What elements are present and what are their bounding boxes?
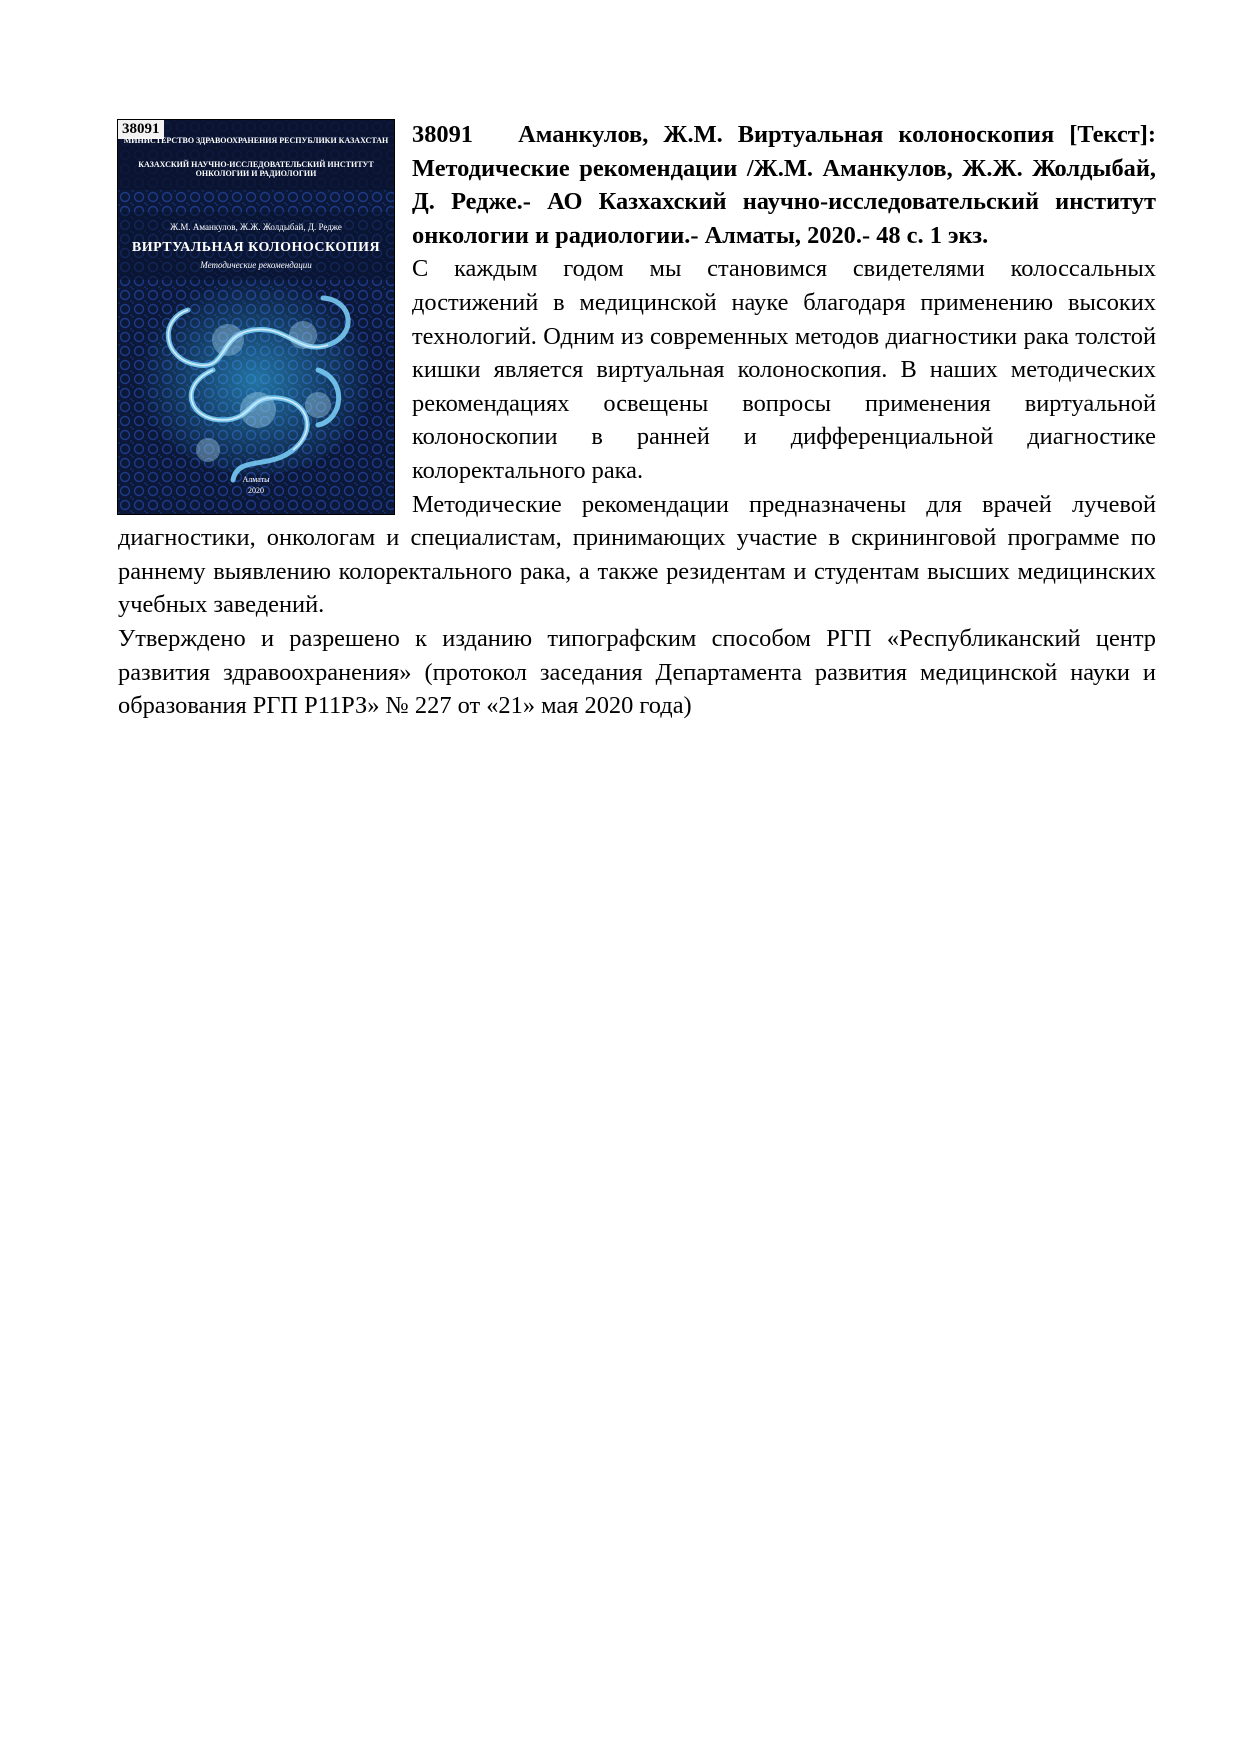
cover-title: ВИРТУАЛЬНАЯ КОЛОНОСКОПИЯ [131,240,381,255]
book-cover-image [118,120,394,514]
cover-inventory-number: 38091 [118,120,164,139]
entry-heading: Аманкулов, Ж.М. Виртуальная колоноскопия [Текст]: Методические рекомендации /Ж.М. Аманкулов, Ж.Ж. Жолдыбай, Д. Редже.- АО Казхахский научно-исследовательский институт онкологии и радиологии.- Алматы, 2020.- 48 с. 1 экз. [412,121,1156,249]
abstract-paragraph: С каждым годом мы становимся свидетелями колоссальных достижений в медицинской науке благодаря применению высоких технологий. Одним из современных методов диагностики рака толстой кишки является виртуальная колоноскопия. В наших методических рекомендациях освещены вопросы применения виртуальной колоноскопии в ранней и дифференциальной диагностике колоректального рака. [412,255,1156,484]
cover-institute: КАЗАХСКИЙ НАУЧНО-ИССЛЕДОВАТЕЛЬСКИЙ ИНСТИТУТ ОНКОЛОГИИ И РАДИОЛОГИИ [138,160,374,178]
cover-year: 2020 [248,486,264,495]
cover-ministry: МИНИСТЕРСТВО ЗДРАВООХРАНЕНИЯ РЕСПУБЛИКИ КАЗАХСТАН [123,136,389,145]
approval-paragraph: Утверждено и разрешено к изданию типографским способом РГП «Республиканский центр развития здравоохранения» (протокол заседания Департамента развития медицинской науки и образования РГП Р11РЗ» № 227 от «21» мая 2020 года) [118,624,1156,720]
cover-subtitle: Методические рекомендации [200,260,312,270]
cover-artwork [118,120,394,514]
audience-paragraph: Методические рекомендации предназначены для врачей лучевой диагностики, онкологам и специалистам, принимающих участие в скрининговой программе по раннему выявлению колоректального рака, а также резидентам и студентам высших медицинских учебных заведений. [118,490,1156,619]
cover-city: Алматы [242,475,270,484]
cover-authors: Ж.М. Аманкулов, Ж.Ж. Жолдыбай, Д. Редже [170,222,342,232]
entry-number: 38091 [412,121,473,148]
catalog-entry [118,118,1156,723]
